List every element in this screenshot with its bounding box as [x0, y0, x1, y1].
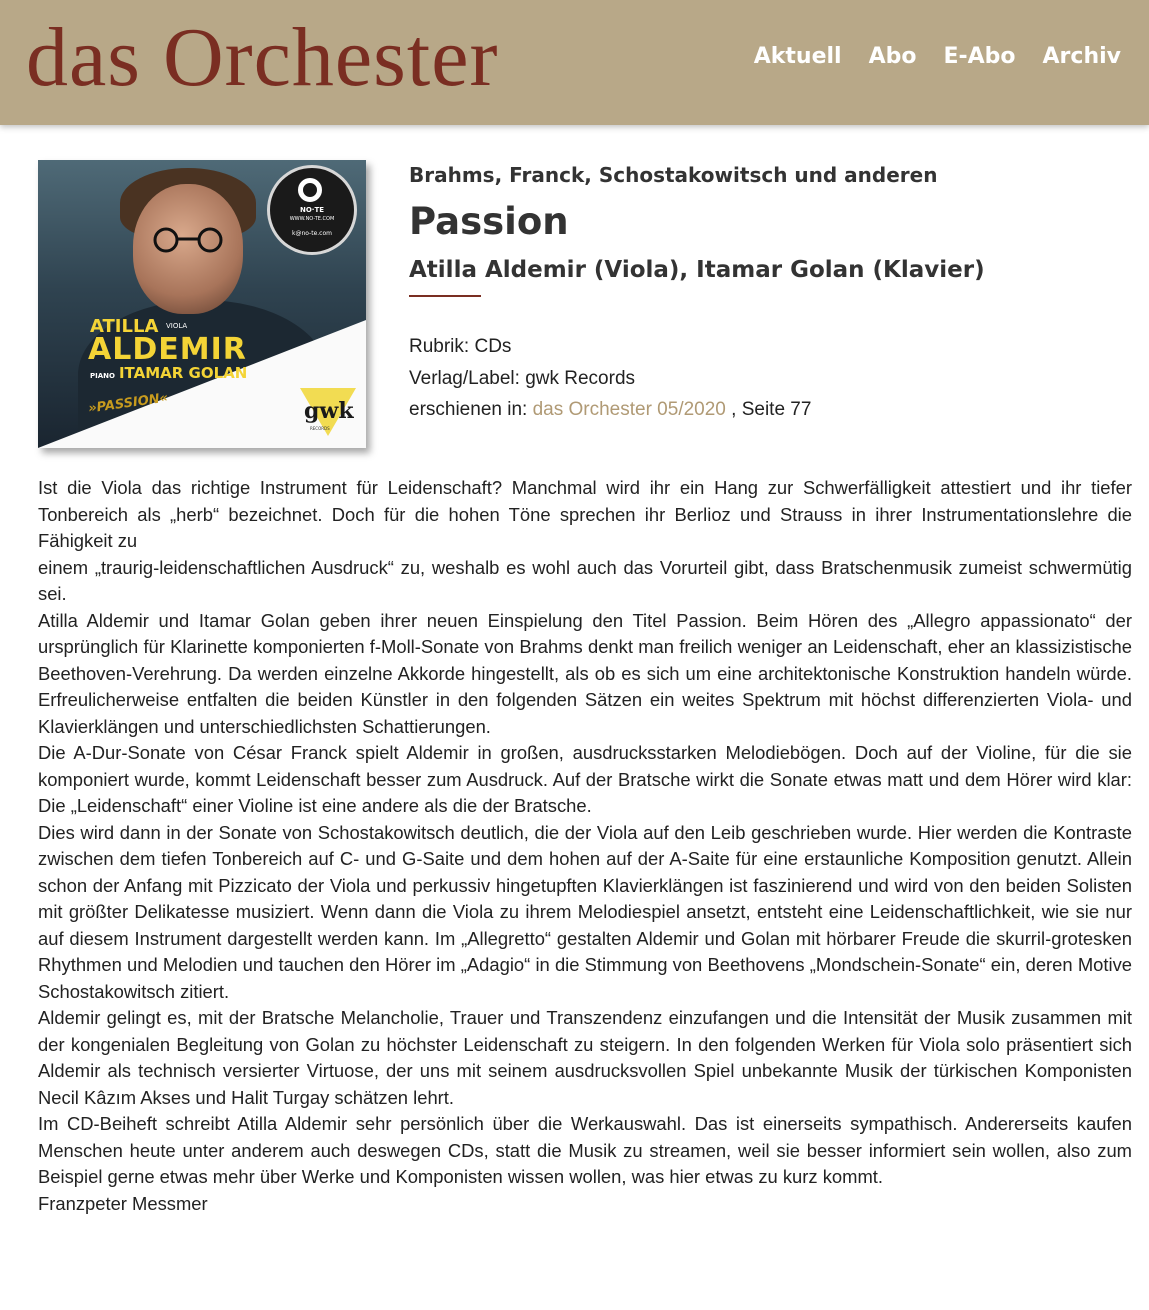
article-paragraph: Im CD-Beiheft schreibt Atilla Aldemir sehr persönlich über die Werkauswahl. Das ist einerseits sympathisch. Andererseits kaufen Menschen heute unter anderem auch deswegen CDs, statt die Musik zu streamen, weil sie besser informiert sein wollen, also zum Beispiel gerne etwas mehr über Werke und Komponisten wissen wollen, was hier etwas zu kurz kommt.: [38, 1113, 1132, 1187]
cover-piano-label: PIANO: [90, 372, 115, 380]
page-title: Passion: [409, 200, 569, 243]
label-logo-sub: RECORDS: [310, 426, 330, 431]
site-header: [0, 0, 1149, 125]
main-nav: [754, 40, 1121, 74]
cover-album-title: »PASSION«: [87, 390, 169, 417]
badge-email: k@no-te.com: [292, 230, 332, 237]
article-body: [38, 475, 1132, 1217]
meta-erschienen-label: erschienen in:: [409, 399, 533, 420]
cover-artist-first: ATILLA: [90, 316, 159, 337]
badge-url: WWW.NO-TE.COM: [289, 216, 335, 222]
note-badge: [270, 168, 354, 252]
title-divider: [409, 295, 481, 297]
article-paragraph: Dies wird dann in der Sonate von Schostakowitsch deutlich, die der Viola auf den Leib geschrieben wurde. Hier werden die Kontraste zwischen dem tiefen Tonbereich auf C- und G-Saite und dem hohen auf der A-Saite für eine erstaunliche Komposition genutzt. Allein schon der Anfang mit Pizzicato der Viola und perkussiv hingetupften Klavierklängen ist faszinierend und wird von den beiden Solisten mit größter Delikatesse musiziert. Wenn dann die Viola zu ihrem Melodiespiel ansetzt, entsteht eine Leidenschaftlichkeit, wie sie nur auf diesem Instrument dargestellt werden kann. Im „Allegretto“ gestalten Aldemir und Golan mit hörbarer Freude die skurril-grotesken Rhythmen und Melodien und tauchen den Hörer im „Adagio“ in die Stimmung von Beethovens „Mondschein-Sonate“ ein, deren Motive Schostakowitsch zitiert.: [38, 821, 1132, 1002]
article-paragraph: Ist die Viola das richtige Instrument für Leidenschaft? Manchmal wird ihr ein Hang zur Schwerfälligkeit attestiert und ihr tiefer Tonbereich als „herb“ bezeichnet. Doch für die hohen Töne sprechen ihr Berlioz und Strauss in ihrer Instrumentationslehre die Fähigkeit zu: [38, 477, 1132, 551]
nav-item-abo[interactable]: Abo: [868, 44, 917, 69]
article-paragraph: Aldemir gelingt es, mit der Bratsche Melancholie, Trauer und Transzendenz einzufangen und die Intensität der Musik zusammen mit der kongenialen Begleitung von Golan zu höchster Leidenschaft zu steigern. In den folgenden Werken für Viola solo präsentiert sich Aldemir als technisch versierter Virtuose, der uns mit seinem ausdrucksvollen Spiel unbekannte Musik der türkischen Komponisten Necil Kâzım Akses und Halit Turgay schätzen lehrt.: [38, 1007, 1132, 1108]
article-author: Franzpeter Messmer: [38, 1192, 208, 1214]
cover-artist-last: ALDEMIR: [88, 332, 247, 367]
issue-link[interactable]: das Orchester 05/2020: [532, 399, 726, 420]
nav-item-e-abo[interactable]: E-Abo: [943, 44, 1016, 69]
article-paragraph: einem „traurig-leidenschaftlichen Ausdruck“ zu, weshalb es wohl auch das Vorurteil gibt, dass Bratschenmusik zumeist schwermütig sei.: [38, 556, 1132, 604]
cover-glasses: [144, 226, 234, 254]
performers: Atilla Aldemir (Viola), Itamar Golan (Klavier): [409, 257, 985, 283]
meta-rubrik-label: Rubrik:: [409, 336, 475, 357]
cover-pianist-name: ITAMAR GOLAN: [118, 364, 248, 382]
meta-page: , Seite 77: [725, 399, 812, 420]
meta-rubrik-value: CDs: [474, 336, 512, 357]
cover-pianist: [90, 364, 247, 382]
note-ring-icon: [298, 178, 322, 202]
site-logo[interactable]: das Orchester: [26, 11, 499, 104]
composers: Brahms, Franck, Schostakowitsch und anderen: [409, 163, 938, 187]
label-logo: gwk: [304, 398, 354, 424]
meta-erschienen: [409, 394, 1129, 426]
article-paragraph: Atilla Aldemir und Itamar Golan geben ihrer neuen Einspielung den Titel Passion. Beim Hören des „Allegro appassionato“ der ursprünglich für Klarinette komponierten f-Moll-Sonate von Brahms denkt man freilich weniger an Leidenschaft, eher an klassizistische Beethoven-Verehrung. Da werden einzelne Akkorde hingestellt, als ob es sich um eine architektonische Konstruktion handeln würde. Erfreulicherweise entfalten die beiden Künstler in den folgenden Sätzen ein weites Spektrum mit höchst differenzierten Viola- und Klavierklängen und unterschiedlichsten Schattierungen.: [38, 609, 1132, 737]
release-info: [409, 160, 1129, 426]
meta-rubrik: [409, 331, 1129, 363]
meta-verlag-label: Verlag/Label:: [409, 367, 526, 389]
meta-verlag-value: gwk Records: [525, 367, 636, 389]
cover-artist-instrument: VIOLA: [166, 322, 188, 330]
nav-item-aktuell[interactable]: Aktuell: [753, 44, 842, 69]
meta-verlag: [409, 363, 1129, 395]
article-paragraph: Die A-Dur-Sonate von César Franck spielt Aldemir in großen, ausdrucksstarken Melodiebögen. Doch auf der Violine, für die sie komponiert wurde, kommt Leidenschaft besser zum Ausdruck. Auf der Bratsche wirkt die Sonate etwas matt und dem Hörer wird klar: Die „Leidenschaft“ einer Violine ist eine andere als die der Bratsche.: [38, 742, 1132, 816]
nav-item-archiv[interactable]: Archiv: [1042, 44, 1121, 69]
album-cover: [38, 160, 366, 448]
badge-brand: NO·TE: [299, 206, 325, 214]
release-meta: [409, 331, 1129, 426]
